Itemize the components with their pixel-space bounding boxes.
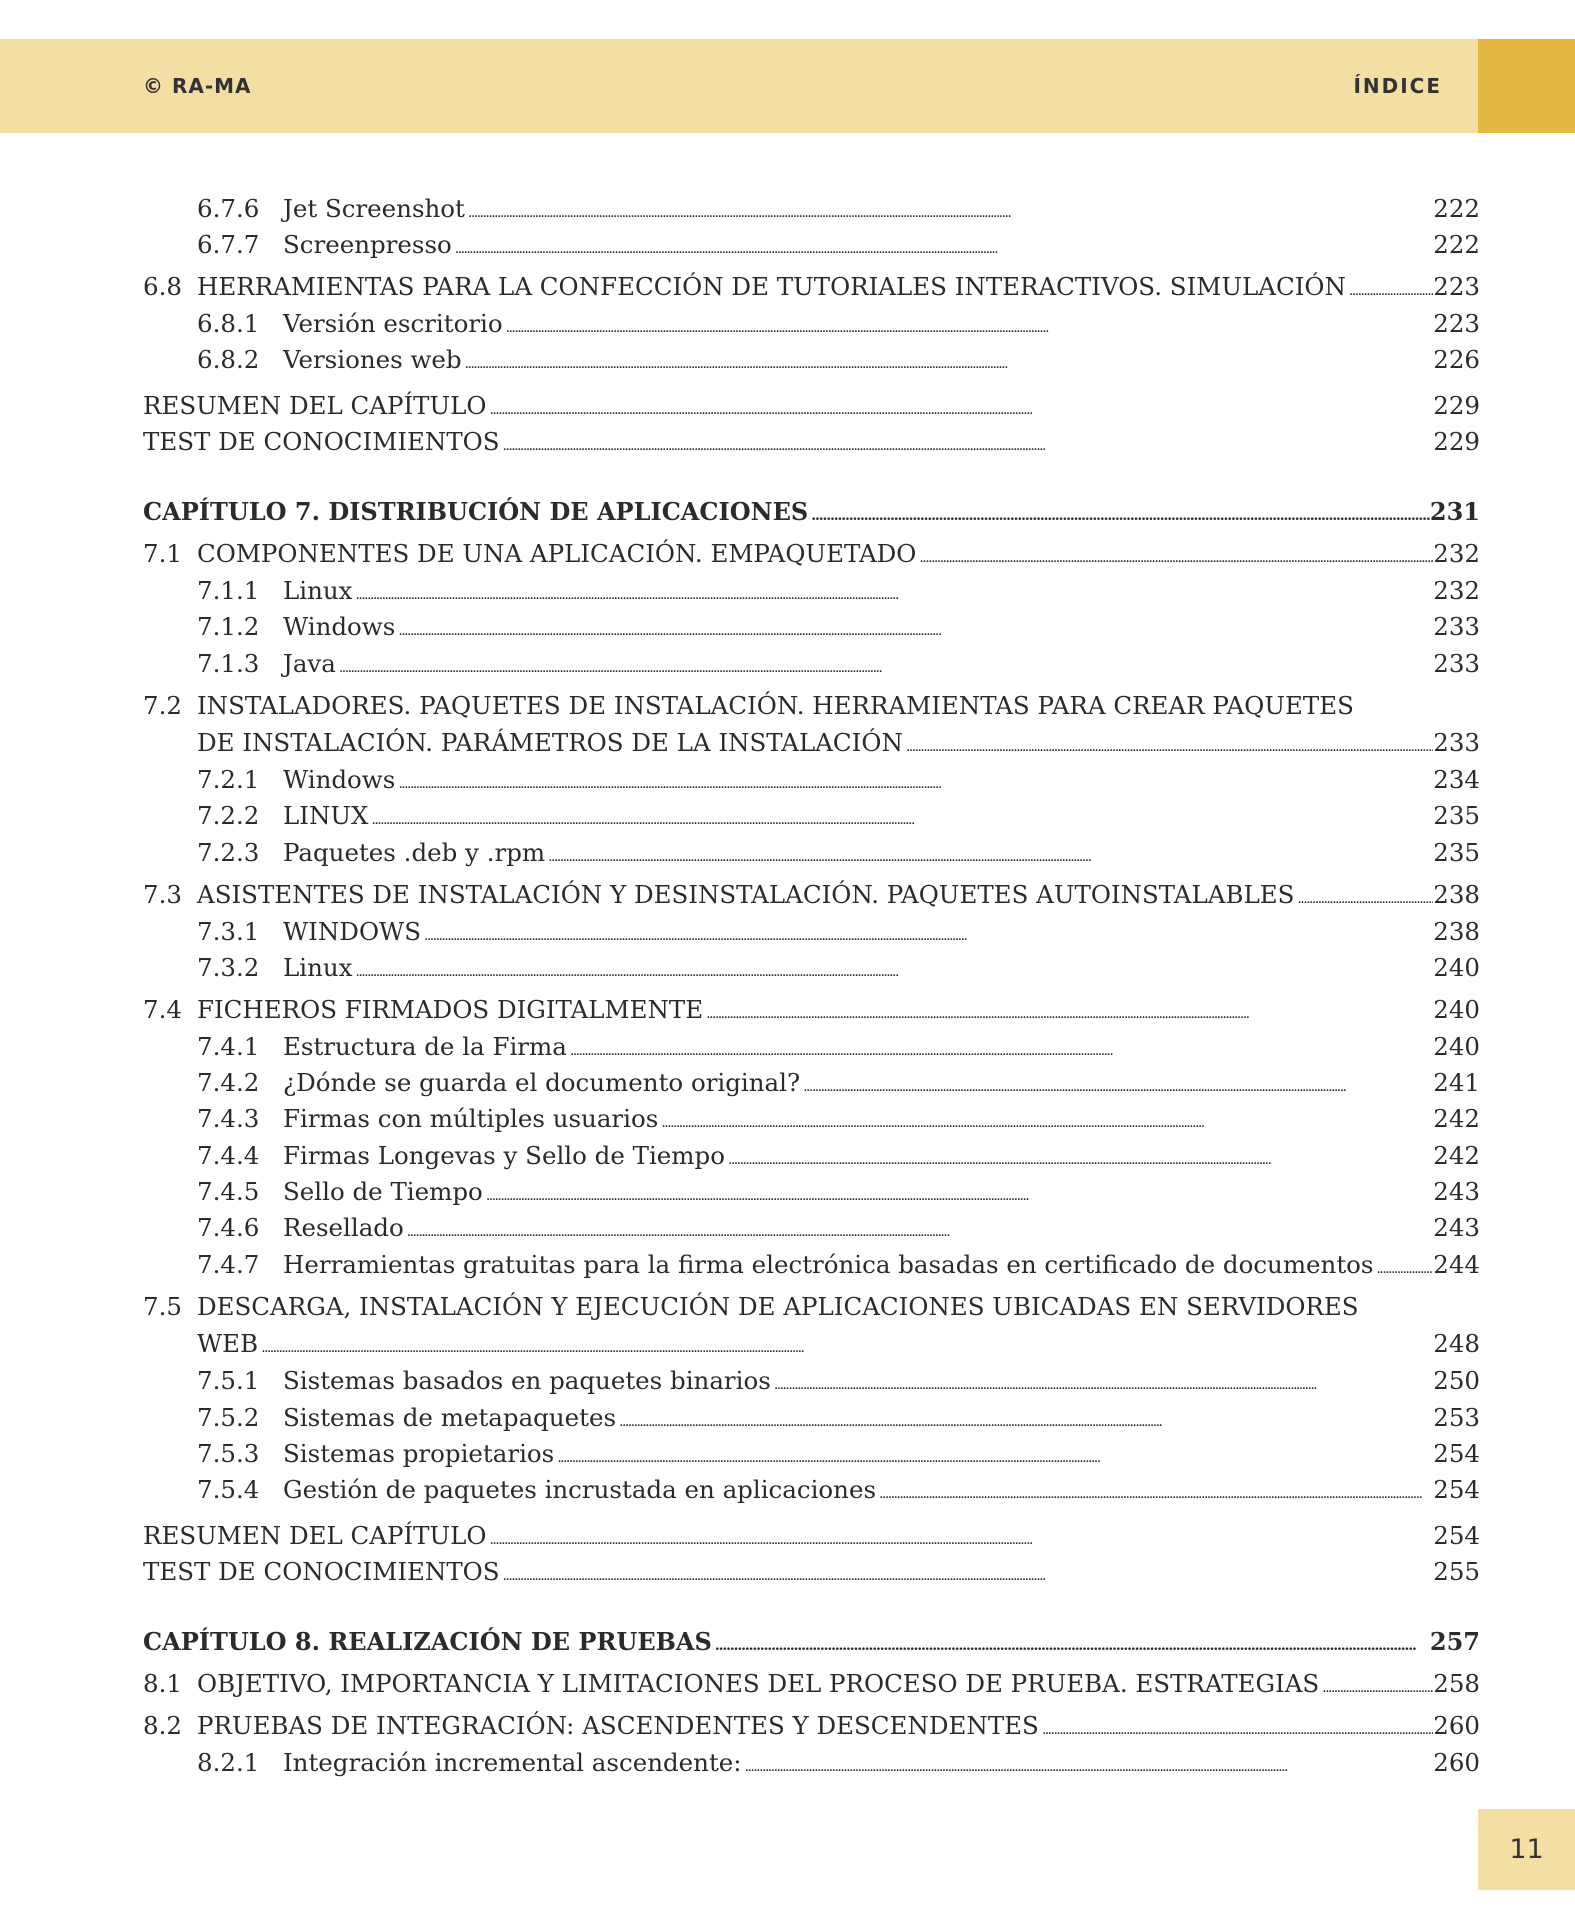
toc-entry-number: 7.1 [143,539,182,568]
toc-entry-number: 7.4.6 [197,1213,260,1242]
toc-subsection-entry [143,1104,1480,1134]
toc-entry-page: 238 [1433,917,1480,946]
toc-entry-title: Versión escritorio [283,309,503,338]
toc-leader-dots [616,1403,1433,1437]
toc-leader-dots [1039,1711,1433,1745]
header-accent-tab [1478,39,1575,133]
toc-heading-entry [143,1557,1480,1587]
page-number: 11 [1509,1834,1544,1865]
toc-entry-title: ASISTENTES DE INSTALACIÓN Y DESINSTALACIÓN. PAQUETES AUTOINSTALABLES [197,880,1295,909]
toc-entry-title: HERRAMIENTAS PARA LA CONFECCIÓN DE TUTORIALES INTERACTIVOS. SIMULACIÓN [197,272,1346,301]
toc-entry-number: 7.2.2 [197,801,260,830]
toc-entry-page: 255 [1433,1557,1480,1586]
toc-entry-number: 7.5 [143,1292,182,1321]
toc-entry-number: 7.5.2 [197,1403,260,1432]
toc-entry-page: 244 [1433,1250,1480,1279]
toc-subsection-entry [143,194,1480,224]
toc-leader-dots [395,612,1433,646]
toc-leader-dots [658,1104,1433,1138]
toc-entry-title: PRUEBAS DE INTEGRACIÓN: ASCENDENTES Y DESCENDENTES [197,1711,1039,1740]
toc-entry-title: Java [283,649,336,678]
toc-entry-number: 7.2.1 [197,765,260,794]
toc-entry-number: 7.4.5 [197,1177,260,1206]
toc-entry-page: 229 [1433,391,1480,420]
toc-leader-dots [771,1366,1433,1400]
toc-entry-title: RESUMEN DEL CAPÍTULO [143,1521,487,1550]
toc-entry-number: 6.8.2 [197,345,260,374]
toc-entry-number: 7.4.4 [197,1141,260,1170]
toc-entry-title: Firmas con múltiples usuarios [283,1104,659,1133]
toc-entry-number: 7.2 [143,691,182,720]
toc-leader-dots [1346,272,1433,306]
toc-leader-dots [1294,880,1433,914]
toc-entry-page: 242 [1433,1104,1480,1133]
toc-entry-page: 233 [1433,612,1480,641]
toc-entry-title: TEST DE CONOCIMIENTOS [143,1557,500,1586]
toc-entry-page: 238 [1433,880,1480,909]
toc-subsection-entry [143,576,1480,606]
toc-entry-page: 222 [1433,230,1480,259]
toc-entry-number: 8.1 [143,1669,182,1698]
toc-subsection-entry [143,1748,1480,1778]
toc-entry-title: CAPÍTULO 8. REALIZACIÓN DE PRUEBAS [143,1627,712,1656]
toc-entry-title-continued: DE INSTALACIÓN. PARÁMETROS DE LA INSTALACIÓN [197,728,903,757]
toc-subsection-entry [143,309,1480,339]
toc-subsection-entry [143,1141,1480,1171]
toc-leader-dots [258,1329,1433,1363]
toc-entry-number: 7.2.3 [197,838,260,867]
section-title: ÍNDICE [1353,74,1442,98]
toc-entry-title: Sistemas basados en paquetes binarios [283,1366,771,1395]
toc-subsection-entry [143,1177,1480,1207]
toc-entry-title: Linux [283,953,353,982]
toc-leader-dots [712,1627,1430,1661]
toc-entry-page: 254 [1433,1475,1480,1504]
toc-subsection-entry [143,1439,1480,1469]
toc-entry-number: 7.5.1 [197,1366,260,1395]
toc-entry-number: 7.3 [143,880,182,909]
toc-entry-page: 240 [1433,995,1480,1024]
toc-entry-title: WINDOWS [283,917,421,946]
toc-entry-number: 6.8 [143,272,182,301]
toc-subsection-entry [143,917,1480,947]
toc-leader-dots [703,995,1433,1029]
toc-leader-dots [368,801,1433,835]
toc-entry-title: Screenpresso [283,230,452,259]
toc-entry-title: RESUMEN DEL CAPÍTULO [143,391,487,420]
toc-subsection-entry [143,1403,1480,1433]
toc-entry-page: 226 [1433,345,1480,374]
toc-section-entry [143,1292,1480,1322]
toc-entry-page: 232 [1433,539,1480,568]
toc-entry-title: LINUX [283,801,369,830]
toc-entry-number: 8.2.1 [197,1748,260,1777]
toc-leader-dots [452,230,1433,264]
toc-entry-title: Gestión de paquetes incrustada en aplicaciones [283,1475,877,1504]
toc-subsection-entry [143,345,1480,375]
toc-entry-number: 7.1.3 [197,649,260,678]
publisher-mark: © RA-MA [143,74,252,98]
toc-entry-number: 7.5.3 [197,1439,260,1468]
toc-leader-dots [800,1068,1433,1102]
toc-entry-title: FICHEROS FIRMADOS DIGITALMENTE [197,995,704,1024]
toc-entry-title: INSTALADORES. PAQUETES DE INSTALACIÓN. HERRAMIENTAS PARA CREAR PAQUETES [197,691,1354,720]
toc-subsection-entry [143,953,1480,983]
toc-leader-dots [916,539,1433,573]
toc-section-entry [143,995,1480,1025]
toc-leader-dots [487,391,1434,425]
toc-entry-page: 243 [1433,1177,1480,1206]
toc-entry-number: 7.4.1 [197,1032,260,1061]
toc-leader-dots [462,345,1434,379]
toc-entry-page: 260 [1433,1711,1480,1740]
toc-leader-dots [1319,1669,1433,1703]
toc-entry-page: 253 [1433,1403,1480,1432]
toc-heading-entry [143,1627,1480,1657]
toc-entry-page: 223 [1433,272,1480,301]
toc-entry-title: Herramientas gratuitas para la firma electrónica basadas en certificado de documentos [283,1250,1374,1279]
toc-entry-page: 223 [1433,309,1480,338]
toc-leader-dots [395,765,1433,799]
toc-leader-dots [903,728,1433,762]
toc-leader-dots [725,1141,1433,1175]
toc-entry-number: 7.4 [143,995,182,1024]
toc-leader-dots [500,1557,1434,1591]
toc-subsection-entry [143,612,1480,642]
toc-leader-dots [352,953,1433,987]
toc-entry-title: Estructura de la Firma [283,1032,567,1061]
toc-subsection-entry [143,1032,1480,1062]
toc-entry-number: 7.4.3 [197,1104,260,1133]
toc-entry-title: Windows [283,612,396,641]
toc-section-entry [143,880,1480,910]
toc-entry-page: 231 [1429,497,1480,526]
toc-entry-title: Windows [283,765,396,794]
toc-subsection-entry [143,1366,1480,1396]
toc-entry-title: Sistemas de metapaquetes [283,1403,617,1432]
toc-entry-page: 242 [1433,1141,1480,1170]
toc-leader-dots [483,1177,1433,1211]
toc-leader-dots [465,194,1433,228]
toc-subsection-entry [143,801,1480,831]
toc-entry-page: 248 [1433,1329,1480,1358]
toc-entry-title: OBJETIVO, IMPORTANCIA Y LIMITACIONES DEL PROCESO DE PRUEBA. ESTRATEGIAS [197,1669,1320,1698]
toc-entry-number: 8.2 [143,1711,182,1740]
toc-entry-title: Paquetes .deb y .rpm [283,838,546,867]
toc-section-entry [143,272,1480,302]
toc-section-entry [143,1669,1480,1699]
toc-leader-dots [336,649,1433,683]
toc-section-entry [143,691,1480,721]
toc-entry-title: Resellado [283,1213,404,1242]
toc-entry-title: Linux [283,576,353,605]
toc-entry-number: 7.3.2 [197,953,260,982]
toc-subsection-entry [143,1068,1480,1098]
toc-entry-page: 257 [1429,1627,1480,1656]
toc-leader-dots [500,427,1434,461]
toc-leader-dots [742,1748,1434,1782]
toc-entry-title: Jet Screenshot [283,194,465,223]
toc-leader-dots [404,1213,1434,1247]
toc-subsection-entry [143,1250,1480,1280]
toc-entry-number: 6.7.7 [197,230,260,259]
toc-leader-dots [503,309,1434,343]
toc-subsection-entry [143,838,1480,868]
toc-entry-number: 7.5.4 [197,1475,260,1504]
toc-entry-page: 222 [1433,194,1480,223]
toc-entry-page: 254 [1433,1439,1480,1468]
toc-heading-entry [143,427,1480,457]
toc-entry-number: 7.1.1 [197,576,260,605]
toc-entry-number: 7.3.1 [197,917,260,946]
toc-entry-title: Firmas Longevas y Sello de Tiempo [283,1141,725,1170]
toc-entry-page: 241 [1433,1068,1480,1097]
toc-entry-page: 233 [1433,649,1480,678]
toc-entry-page: 235 [1433,838,1480,867]
toc-heading-entry [143,391,1480,421]
toc-entry-page: 229 [1433,427,1480,456]
toc-entry-number: 7.4.7 [197,1250,260,1279]
toc-subsection-entry [143,765,1480,795]
toc-section-entry [143,1711,1480,1741]
toc-entry-title: COMPONENTES DE UNA APLICACIÓN. EMPAQUETADO [197,539,917,568]
toc-entry-title: Sistemas propietarios [283,1439,555,1468]
toc-entry-continuation [143,728,1480,758]
toc-entry-title: ¿Dónde se guarda el documento original? [283,1068,801,1097]
toc-subsection-entry [143,649,1480,679]
toc-subsection-entry [143,1213,1480,1243]
toc-entry-title-continued: WEB [197,1329,259,1358]
toc-entry-page: 258 [1433,1669,1480,1698]
toc-subsection-entry [143,230,1480,260]
toc-entry-page: 235 [1433,801,1480,830]
toc-entry-title: Versiones web [283,345,462,374]
toc-entry-continuation [143,1329,1480,1359]
toc-leader-dots [554,1439,1433,1473]
toc-leader-dots [876,1475,1433,1509]
toc-section-entry [143,539,1480,569]
toc-entry-page: 233 [1433,728,1480,757]
toc-entry-number: 6.7.6 [197,194,260,223]
toc-entry-number: 7.1.2 [197,612,260,641]
toc-leader-dots [1374,1250,1434,1284]
toc-entry-title: TEST DE CONOCIMIENTOS [143,427,500,456]
toc-heading-entry [143,1521,1480,1551]
toc-leader-dots [808,497,1430,531]
toc-leader-dots [421,917,1433,951]
toc-leader-dots [545,838,1433,872]
toc-entry-page: 260 [1433,1748,1480,1777]
toc-leader-dots [352,576,1433,610]
toc-entry-page: 254 [1433,1521,1480,1550]
toc-entry-title: DESCARGA, INSTALACIÓN Y EJECUCIÓN DE APLICACIONES UBICADAS EN SERVIDORES [197,1292,1359,1321]
toc-heading-entry [143,497,1480,527]
toc-entry-title: CAPÍTULO 7. DISTRIBUCIÓN DE APLICACIONES [143,497,809,526]
toc-entry-page: 250 [1433,1366,1480,1395]
toc-entry-number: 6.8.1 [197,309,260,338]
toc-subsection-entry [143,1475,1480,1505]
toc-entry-page: 240 [1433,953,1480,982]
toc-leader-dots [567,1032,1433,1066]
toc-entry-page: 234 [1433,765,1480,794]
toc-entry-number: 7.4.2 [197,1068,260,1097]
toc-entry-title: Integración incremental ascendente: [283,1748,742,1777]
toc-entry-title: Sello de Tiempo [283,1177,483,1206]
toc-leader-dots [487,1521,1434,1555]
toc-entry-page: 232 [1433,576,1480,605]
toc-entry-page: 240 [1433,1032,1480,1061]
toc-entry-page: 243 [1433,1213,1480,1242]
